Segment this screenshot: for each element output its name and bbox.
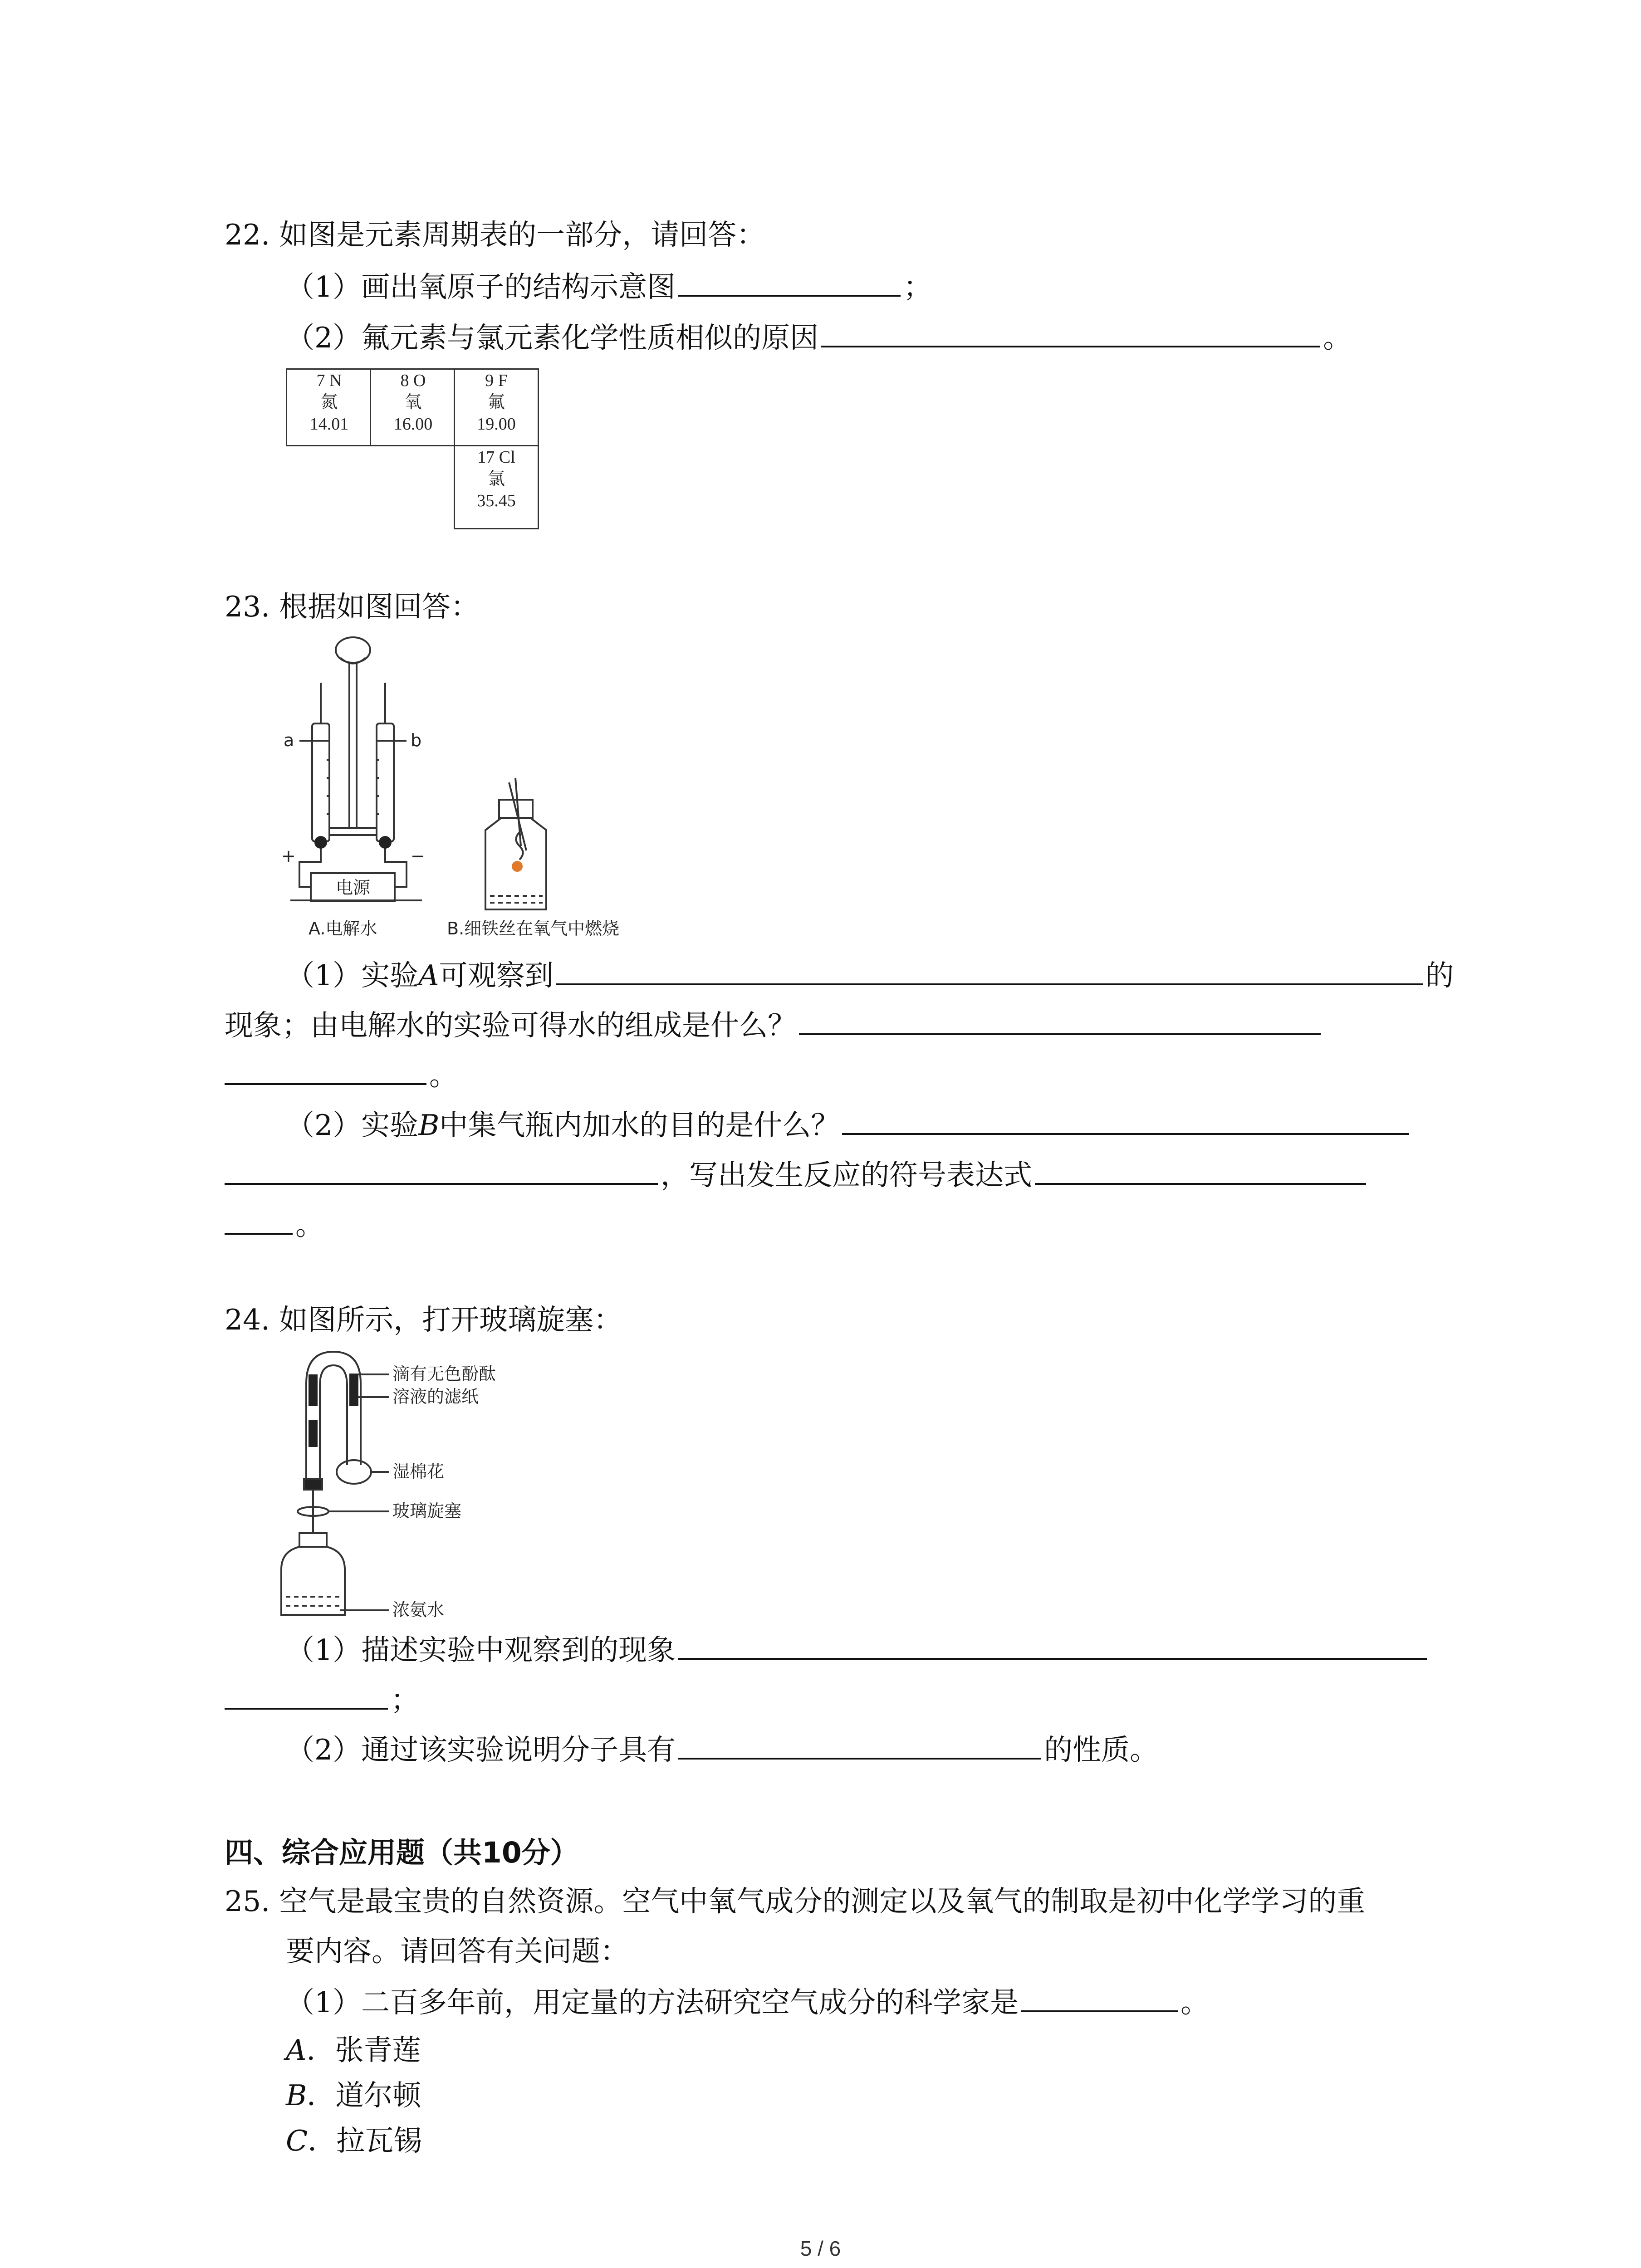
option-key: B bbox=[286, 2079, 307, 2112]
caption-a: A.电解水 bbox=[309, 919, 377, 938]
q24-line3 bbox=[286, 1730, 1158, 1768]
label-stopcock: 玻璃旋塞 bbox=[392, 1501, 462, 1521]
electrode-left bbox=[314, 836, 327, 849]
element-cell-fluorine bbox=[454, 368, 539, 446]
q23-l1-end: 的 bbox=[1425, 959, 1454, 992]
label-plus: + bbox=[281, 846, 296, 866]
q23-line3 bbox=[225, 1056, 458, 1094]
wet-cotton bbox=[337, 1460, 371, 1484]
q24-line2 bbox=[225, 1681, 419, 1718]
q22-answer-blank-1[interactable] bbox=[678, 268, 901, 297]
q22-part2 bbox=[286, 318, 1352, 356]
element-number-symbol: 7 N bbox=[316, 371, 342, 390]
spark-icon bbox=[512, 861, 523, 872]
element-name: 氟 bbox=[487, 393, 505, 412]
q24-line1 bbox=[286, 1631, 1430, 1668]
element-cell-nitrogen bbox=[286, 368, 371, 446]
q23-line4 bbox=[286, 1106, 1412, 1144]
q25-line3 bbox=[286, 1983, 1209, 2021]
q23-l4-var: B bbox=[418, 1109, 440, 1142]
element-mass: 35.45 bbox=[477, 491, 516, 510]
periodic-table-fragment bbox=[286, 368, 540, 529]
q24-l1-text: （1）描述实验中观察到的现象 bbox=[286, 1633, 676, 1667]
electrolysis-apparatus bbox=[290, 637, 422, 901]
q23-l1-pre: （1）实验 bbox=[286, 959, 419, 992]
option-text: ．拉瓦锡 bbox=[308, 2124, 422, 2157]
label-a: a bbox=[284, 730, 294, 750]
q22-stem: 22. 如图是元素周期表的一部分，请回答： bbox=[225, 218, 765, 251]
option-key: C bbox=[286, 2124, 308, 2157]
element-number-symbol: 17 Cl bbox=[477, 448, 515, 467]
label-power: 电源 bbox=[335, 878, 371, 898]
label-minus: − bbox=[411, 846, 425, 866]
filter-paper-strip-left-low bbox=[309, 1420, 318, 1447]
u-tube-apparatus bbox=[281, 1352, 389, 1615]
q25-line2: 要内容。请回答有关问题： bbox=[286, 1935, 629, 1968]
element-cell-chlorine bbox=[454, 445, 539, 529]
q22-part1-end: ； bbox=[903, 270, 932, 303]
element-cell-oxygen bbox=[370, 368, 455, 446]
q23-stem: 23. 根据如图回答： bbox=[225, 590, 480, 623]
q25-answer-blank-1[interactable] bbox=[1021, 1983, 1178, 2012]
q25-line1: 25. 空气是最宝贵的自然资源。空气中氧气成分的测定以及氧气的制取是初中化学学习的重 bbox=[225, 1885, 1366, 1918]
option-text: ．张青莲 bbox=[306, 2033, 421, 2067]
q23-answer-blank-1[interactable] bbox=[556, 956, 1423, 985]
element-mass: 19.00 bbox=[477, 415, 516, 434]
gas-jar-iron-wire bbox=[485, 778, 546, 909]
q22-part1-text: （1）画出氧原子的结构示意图 bbox=[286, 270, 676, 303]
q23-l5-text: ，写出发生反应的符号表达式 bbox=[661, 1158, 1032, 1192]
q23-line5 bbox=[225, 1156, 1369, 1193]
q23-l4-post: 中集气瓶内加水的目的是什么？ bbox=[439, 1109, 840, 1142]
q24-l3-text: （2）通过该实验说明分子具有 bbox=[286, 1733, 676, 1766]
q25-option-b[interactable] bbox=[286, 2077, 421, 2114]
q23-l3-end: 。 bbox=[429, 1059, 458, 1092]
electrode-right bbox=[379, 836, 392, 849]
element-number-symbol: 8 O bbox=[400, 371, 426, 390]
q23-answer-blank-5[interactable] bbox=[225, 1156, 658, 1185]
section-heading: 四、综合应用题（共10分） bbox=[225, 1836, 579, 1869]
q23-l1-var: A bbox=[418, 959, 439, 992]
q24-figure bbox=[272, 1343, 590, 1628]
q22-part1 bbox=[286, 268, 932, 305]
q23-line1 bbox=[286, 956, 1454, 994]
element-name: 氧 bbox=[404, 393, 422, 412]
page-number: 5 / 6 bbox=[800, 2237, 841, 2260]
q23-answer-blank-7[interactable] bbox=[225, 1206, 293, 1235]
q23-l1-post: 可观察到 bbox=[439, 959, 554, 992]
q25-l3-text: （1）二百多年前，用定量的方法研究空气成分的科学家是 bbox=[286, 1986, 1019, 2019]
q24-answer-blank-2[interactable] bbox=[225, 1681, 388, 1710]
q23-l6-end: 。 bbox=[295, 1208, 324, 1242]
label-filter-paper-1: 滴有无色酚酞 bbox=[392, 1364, 496, 1384]
option-text: ．道尔顿 bbox=[307, 2079, 421, 2112]
q24-l3-end: 的性质。 bbox=[1044, 1733, 1159, 1766]
q25-l3-end: 。 bbox=[1181, 1986, 1210, 2019]
q23-answer-blank-6[interactable] bbox=[1035, 1156, 1366, 1185]
q24-answer-blank-1[interactable] bbox=[678, 1631, 1427, 1660]
label-b: b bbox=[411, 730, 422, 750]
element-name: 氯 bbox=[487, 469, 505, 489]
caption-b: B.细铁丝在氧气中燃烧 bbox=[447, 919, 620, 938]
q23-line6 bbox=[225, 1206, 324, 1243]
q23-answer-blank-3[interactable] bbox=[225, 1056, 426, 1085]
q23-line2 bbox=[225, 1006, 1323, 1044]
element-number-symbol: 9 F bbox=[485, 371, 508, 390]
label-filter-paper-2: 溶液的滤纸 bbox=[392, 1387, 479, 1407]
q23-l2-text: 现象；由电解水的实验可得水的组成是什么？ bbox=[225, 1009, 796, 1042]
q25-option-c[interactable] bbox=[286, 2123, 422, 2159]
q22-part2-text: （2）氟元素与氯元素化学性质相似的原因 bbox=[286, 321, 819, 354]
q25-option-a[interactable] bbox=[286, 2032, 421, 2068]
filter-paper-strip-left bbox=[309, 1374, 318, 1406]
q22-part2-end: 。 bbox=[1323, 321, 1352, 354]
label-ammonia: 浓氨水 bbox=[392, 1600, 445, 1620]
q24-l2-end: ； bbox=[391, 1683, 419, 1716]
element-mass: 16.00 bbox=[393, 415, 433, 434]
option-key: A bbox=[286, 2033, 307, 2067]
element-mass: 14.01 bbox=[309, 415, 349, 434]
filter-paper-strip-right bbox=[349, 1374, 358, 1406]
q24-answer-blank-3[interactable] bbox=[678, 1730, 1041, 1760]
q23-l4-pre: （2）实验 bbox=[286, 1109, 419, 1142]
q23-figure bbox=[272, 633, 658, 950]
label-wet-cotton: 湿棉花 bbox=[392, 1461, 445, 1481]
q24-stem: 24. 如图所示，打开玻璃旋塞： bbox=[225, 1303, 622, 1336]
element-name: 氮 bbox=[320, 393, 338, 412]
q22-answer-blank-2[interactable] bbox=[821, 318, 1320, 347]
q23-answer-blank-2[interactable] bbox=[799, 1006, 1321, 1035]
q23-answer-blank-4[interactable] bbox=[842, 1106, 1409, 1135]
